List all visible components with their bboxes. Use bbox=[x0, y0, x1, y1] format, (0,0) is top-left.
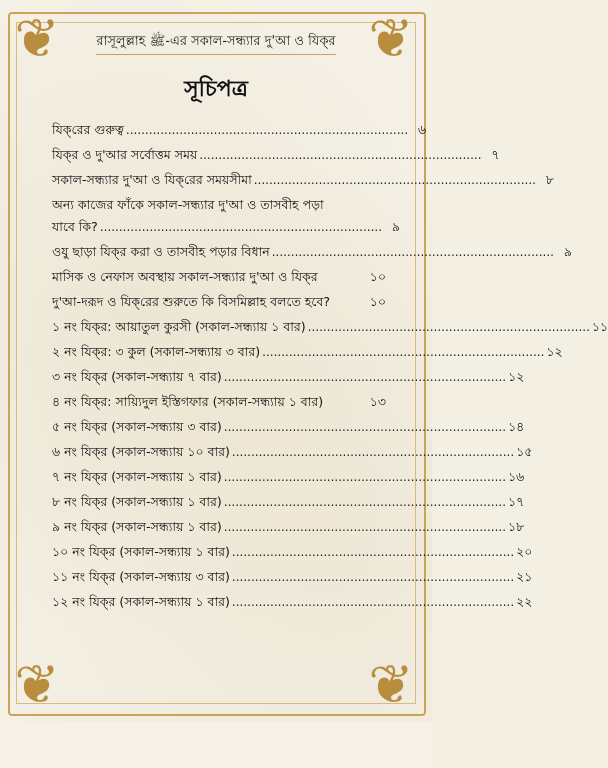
toc-entry[interactable] bbox=[52, 197, 401, 235]
toc-leader: .......................................................................... bbox=[125, 123, 409, 137]
toc-entry-label: ৮ নং যিক্‌র (সকাল-সন্ধ্যায় ১ বার) bbox=[52, 494, 222, 509]
toc-entry-label: যাবে কি? bbox=[52, 219, 98, 234]
toc-entry-label: ১ নং যিক্‌র: আয়াতুল কুরসী (সকাল-সন্ধ্যায় ১ বার) bbox=[52, 319, 306, 334]
toc-entry-label: ৪ নং যিক্‌র: সায়্যিদুল ইস্তিগফার (সকাল-সন্ধ্যায় ১ বার) bbox=[52, 394, 324, 409]
ornament-bottom-left-icon: ❦ bbox=[14, 653, 60, 716]
toc-entry[interactable] bbox=[52, 419, 525, 435]
toc-leader: .......................................................................... bbox=[253, 173, 536, 187]
toc-entry-page: ২১ bbox=[516, 569, 533, 584]
toc-entry-page: ২০ bbox=[516, 544, 533, 559]
toc-entry[interactable] bbox=[52, 244, 572, 260]
toc-leader: .......................................................................... bbox=[223, 520, 507, 534]
toc-entry-page: ১৫ bbox=[516, 444, 533, 459]
toc-entry[interactable] bbox=[52, 569, 533, 585]
toc-entry[interactable] bbox=[52, 269, 386, 285]
toc-entry-page: ৭ bbox=[491, 147, 500, 162]
toc-entry-page: ১১ bbox=[591, 319, 608, 334]
toc-leader: .......................................................................... bbox=[231, 570, 515, 584]
toc-leader: .......................................................................... bbox=[223, 370, 507, 384]
toc-entry[interactable] bbox=[52, 122, 427, 138]
toc-leader: .......................................................................... bbox=[307, 320, 590, 334]
toc-entry[interactable] bbox=[52, 544, 533, 560]
toc-entry-page: ১৩ bbox=[369, 394, 386, 409]
toc-entry[interactable] bbox=[52, 172, 554, 188]
toc-entry-page: ৯ bbox=[563, 244, 572, 259]
toc-entry-page: ৬ bbox=[418, 122, 427, 137]
page-bottom-area bbox=[0, 722, 432, 768]
toc-entry-label-line1: অন্য কাজের ফাঁকে সকাল-সন্ধ্যার দু'আ ও তাসবীহ পড়া bbox=[52, 197, 324, 212]
toc-entry-page: ১০ bbox=[369, 294, 386, 309]
toc-leader: .......................................................................... bbox=[262, 345, 545, 359]
toc-entry-label: যিক্‌র ও দু'আর সর্বোত্তম সময় bbox=[52, 147, 198, 162]
toc-leader: .......................................................................... bbox=[231, 445, 515, 459]
toc-leader: .......................................................................... bbox=[231, 595, 515, 609]
toc-entry[interactable] bbox=[52, 294, 386, 310]
toc-entry-label: মাসিক ও নেফাস অবস্থায় সকাল-সন্ধ্যার দু'আ ও যিক্‌র bbox=[52, 269, 318, 284]
toc-entry[interactable] bbox=[52, 519, 525, 535]
toc-entry-label: দু'আ-দরূদ ও যিক্‌রের শুরুতে কি বিসমিল্লাহ বলতে হবে? bbox=[52, 294, 331, 309]
toc-entry-label: ওযু ছাড়া যিক্‌র করা ও তাসবীহ পড়ার বিধান bbox=[52, 244, 270, 259]
page-title: সূচিপত্র bbox=[184, 77, 248, 102]
toc-entry-label: যিক্‌রের গুরুত্ব bbox=[52, 122, 124, 137]
toc-entry[interactable] bbox=[52, 444, 533, 460]
toc-entry-label: ৫ নং যিক্‌র (সকাল-সন্ধ্যায় ৩ বার) bbox=[52, 419, 222, 434]
toc-entry-label: ৯ নং যিক্‌র (সকাল-সন্ধ্যায় ১ বার) bbox=[52, 519, 222, 534]
toc-leader: .......................................................................... bbox=[223, 495, 507, 509]
toc-entry-page: ১২ bbox=[508, 369, 525, 384]
toc-entry[interactable] bbox=[52, 369, 525, 385]
toc-entry-label: ৭ নং যিক্‌র (সকাল-সন্ধ্যায় ১ বার) bbox=[52, 469, 222, 484]
toc-entry-page: ১৭ bbox=[508, 494, 525, 509]
toc-entry-page: ১৪ bbox=[508, 419, 525, 434]
toc-entry-label: ১০ নং যিক্‌র (সকাল-সন্ধ্যায় ১ বার) bbox=[52, 544, 230, 559]
ornament-bottom-right-icon: ❦ bbox=[368, 653, 414, 716]
toc-entry-page: ১০ bbox=[369, 269, 386, 284]
toc-entry-page: ২২ bbox=[516, 594, 533, 609]
toc-entry[interactable] bbox=[52, 319, 608, 335]
toc-entry[interactable] bbox=[52, 469, 525, 485]
toc-entry[interactable] bbox=[52, 494, 525, 510]
toc-entry[interactable] bbox=[52, 394, 386, 410]
toc-entry-label: ২ নং যিক্‌র: ৩ কুল (সকাল-সন্ধ্যায় ৩ বার) bbox=[52, 344, 261, 359]
toc-entry-label: ১২ নং যিক্‌র (সকাল-সন্ধ্যায় ১ বার) bbox=[52, 594, 230, 609]
toc-entry-page: ১২ bbox=[546, 344, 563, 359]
toc-entry[interactable] bbox=[52, 344, 563, 360]
running-header: রাসূলুল্লাহ ﷺ-এর সকাল-সন্ধ্যার দু'আ ও যিক্‌র bbox=[96, 34, 336, 49]
toc-entry-page: ৯ bbox=[391, 219, 401, 234]
ornament-top-left-icon: ❦ bbox=[14, 7, 60, 70]
toc-entry-page: ৮ bbox=[545, 172, 554, 187]
ornament-top-right-icon: ❦ bbox=[368, 7, 414, 70]
toc-leader: .......................................................................... bbox=[231, 545, 515, 559]
table-of-contents bbox=[52, 122, 608, 619]
toc-leader: .......................................................................... bbox=[99, 220, 383, 234]
toc-entry[interactable] bbox=[52, 594, 533, 610]
toc-entry-label: ৬ নং যিক্‌র (সকাল-সন্ধ্যায় ১০ বার) bbox=[52, 444, 230, 459]
toc-entry-label: ১১ নং যিক্‌র (সকাল-সন্ধ্যায় ৩ বার) bbox=[52, 569, 230, 584]
toc-leader: .......................................................................... bbox=[199, 148, 482, 162]
toc-leader: .......................................................................... bbox=[223, 420, 507, 434]
toc-entry-page: ১৬ bbox=[508, 469, 525, 484]
toc-entry-page: ১৮ bbox=[508, 519, 525, 534]
toc-entry[interactable] bbox=[52, 147, 500, 163]
toc-leader: .......................................................................... bbox=[271, 245, 554, 259]
toc-entry-label: সকাল-সন্ধ্যার দু'আ ও যিক্‌রের সময়সীমা bbox=[52, 172, 252, 187]
toc-leader: .......................................................................... bbox=[223, 470, 507, 484]
toc-entry-label: ৩ নং যিক্‌র (সকাল-সন্ধ্যায় ৭ বার) bbox=[52, 369, 222, 384]
header-divider bbox=[96, 54, 336, 55]
